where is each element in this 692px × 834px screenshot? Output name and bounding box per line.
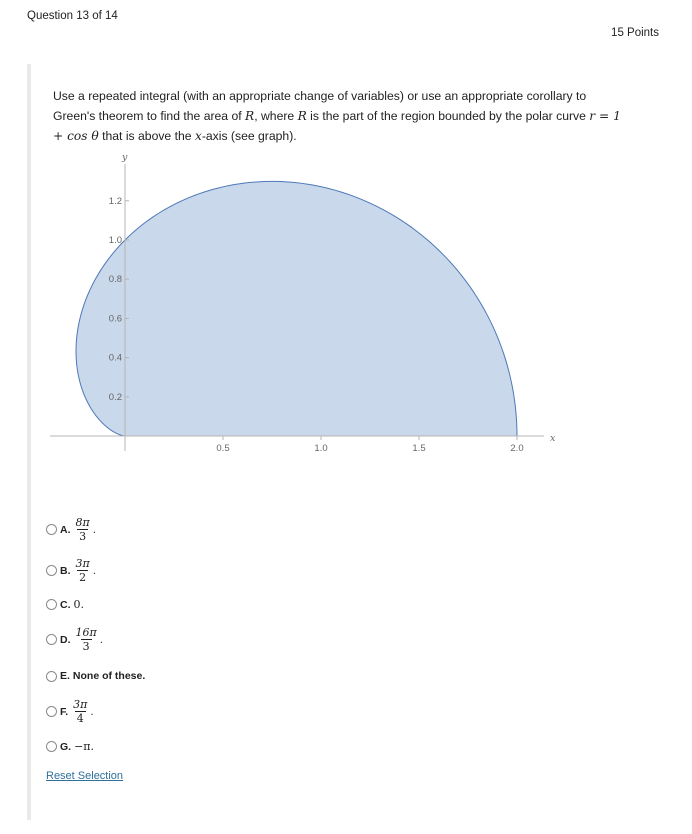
fraction-numerator: 3π (73, 698, 88, 711)
option-letter: E. (60, 670, 70, 682)
fraction-denominator: 3 (79, 530, 87, 543)
answer-option-a[interactable] (46, 516, 96, 543)
fraction-denominator: 3 (82, 640, 90, 653)
x-tick-label: 0.5 (216, 443, 230, 454)
polar-region-graph (44, 148, 564, 463)
option-text: −π. (74, 740, 95, 753)
fraction-numerator: 16π (75, 626, 97, 639)
y-axis-label: y (122, 152, 128, 163)
option-text: None of these. (72, 670, 146, 682)
math-var-r: R (297, 109, 307, 123)
prompt-text: -axis (see graph). (201, 129, 297, 143)
option-letter: D. (60, 633, 71, 646)
y-tick-label: 0.2 (108, 391, 122, 403)
math-var-r: R (245, 109, 255, 123)
question-card-border (27, 64, 31, 820)
radio-button[interactable] (46, 634, 57, 645)
option-letter: C. (60, 598, 71, 611)
question-counter: Question 13 of 14 (27, 10, 118, 22)
option-text: 0. (73, 598, 84, 611)
prompt-text: , where (254, 109, 298, 123)
answer-option-d[interactable] (46, 626, 103, 653)
radio-button[interactable] (46, 671, 57, 682)
region-area (76, 181, 517, 436)
option-suffix: . (90, 705, 94, 718)
option-fraction (74, 557, 92, 584)
x-axis-label: x (550, 433, 556, 444)
answer-option-f[interactable] (46, 698, 94, 725)
y-tick-label: 1.0 (108, 235, 122, 246)
option-letter: A. (60, 523, 71, 536)
radio-button[interactable] (46, 706, 57, 717)
fraction-denominator: 2 (79, 571, 87, 584)
prompt-text: Use a repeated integral (with an appropriate change of variables) or use an appropriate corollary to Green's theorem to find the area of (53, 89, 587, 123)
math-var-x: x (194, 129, 202, 143)
question-prompt (53, 86, 628, 146)
prompt-text: that is above the (98, 129, 195, 143)
option-suffix: . (92, 564, 97, 577)
y-tick-label: 1.2 (108, 195, 122, 207)
polar-equation: r = 1 + cos θ (53, 109, 621, 143)
y-tick-label: 0.8 (108, 274, 122, 286)
option-letter: B. (60, 564, 71, 577)
radio-button[interactable] (46, 741, 57, 752)
answer-option-e[interactable] (46, 670, 145, 682)
answer-option-b[interactable] (46, 557, 96, 584)
answer-option-c[interactable] (46, 598, 84, 611)
radio-button[interactable] (46, 565, 57, 576)
option-fraction (74, 626, 99, 653)
fraction-denominator: 4 (76, 712, 84, 725)
option-suffix: . (92, 523, 97, 536)
answer-option-g[interactable] (46, 740, 94, 753)
y-tick-label: 0.4 (108, 352, 122, 364)
x-tick-label: 1.0 (314, 443, 328, 454)
option-letter: G. (60, 740, 72, 753)
radio-button[interactable] (46, 599, 57, 610)
fraction-numerator: 3π (75, 557, 90, 570)
x-tick-label: 1.5 (412, 443, 426, 454)
y-tick-label: 0.6 (108, 313, 122, 325)
x-ticks (216, 436, 523, 454)
prompt-text: is the part of the region bounded by the polar curve (306, 109, 590, 123)
option-fraction (71, 698, 89, 725)
fraction-numerator: 8π (75, 516, 90, 529)
question-points: 15 Points (611, 27, 659, 39)
reset-selection-link[interactable]: Reset Selection (46, 770, 124, 782)
option-suffix: . (99, 633, 104, 646)
x-tick-label: 2.0 (510, 443, 524, 454)
option-fraction (74, 516, 92, 543)
option-letter: F. (60, 705, 69, 718)
radio-button[interactable] (46, 524, 57, 535)
